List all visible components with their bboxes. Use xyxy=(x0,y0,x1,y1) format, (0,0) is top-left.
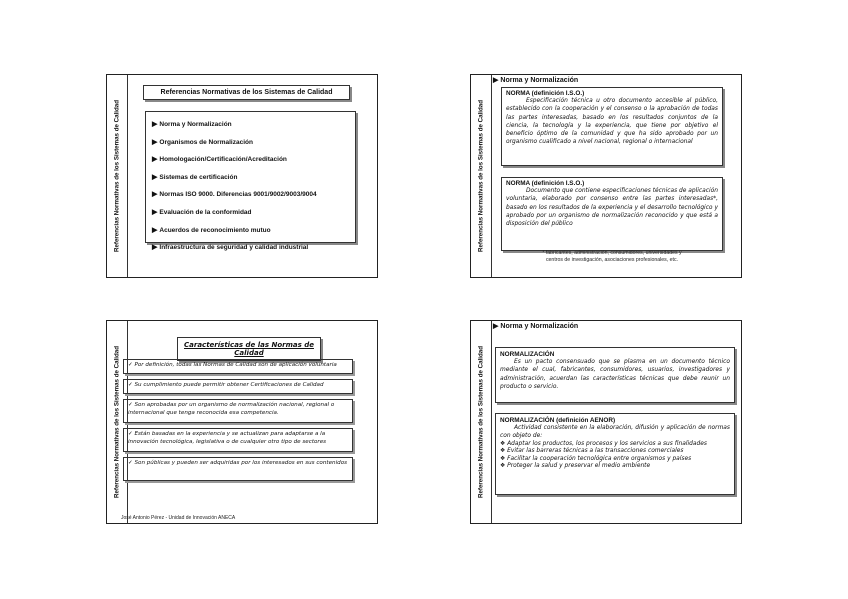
slide-1 xyxy=(106,74,378,278)
bullet-item: ❖ Facilitar la cooperación tecnológica entre organismos y países xyxy=(500,455,692,462)
slide-1-topic-list xyxy=(145,111,356,252)
box-text: Documento que contiene especificaciones técnicas de aplicación voluntaria, elaborado por consenso entre las partes interesadas*, basado en los resultados de la experiencia y el desarrollo tecnológico y aprobado por un organismo de normalización reconocido y que está a disposición del público xyxy=(506,188,718,228)
box-text: Especificación técnica u otro documento accesible al público, establecido con la cooperación y el consenso o la aprobación de todas las partes interesadas, basado en los resultados conjuntos de la ciencia, la tecnología y la experiencia, que tiene por objetivo el beneficio óptimo de la comunidad y que ha sido aprobado por un organismo cualificado a nivel nacional, regional o internacional xyxy=(506,98,718,146)
slide-1-sidebar xyxy=(107,75,128,277)
list-item: ▶ Homologación/Certificación/Acreditación xyxy=(152,156,287,164)
normalizacion-box xyxy=(495,347,735,403)
bullet-item: ❖ Adaptar los productos, los procesos y los servicios a sus finalidades xyxy=(500,440,707,447)
slide-4-sidebar xyxy=(471,321,492,523)
sidebar-title: Referencias Normativas de los Sistemas de Calidad xyxy=(113,99,121,253)
box-title: NORMALIZACIÓN xyxy=(500,351,555,358)
arrow-icon: ▶ xyxy=(152,156,158,164)
slide-3-footer: José Antonio Pérez - Unidad de Innovación ANECA xyxy=(121,515,236,521)
list-item: ▶ Evaluación de la conformidad xyxy=(152,208,252,216)
arrow-icon: ▶ xyxy=(152,226,158,234)
slide-2-sidebar xyxy=(471,75,492,277)
norma-iso-box-1 xyxy=(501,87,723,166)
slide-2-header: ▶ Norma y Normalización xyxy=(493,77,579,84)
feature-card: ✓ Están basadas en la experiencia y se actualizan para adaptarse a la innovación tecnológica, legislativa o de cualquier otro tipo de sectores xyxy=(123,428,353,452)
list-item: ▶ Acuerdos de reconocimiento mutuo xyxy=(152,226,271,234)
box-title: NORMA (definición I.S.O.) xyxy=(506,180,585,187)
bullet-item: ❖ Evitar las barreras técnicas a las transacciones comerciales xyxy=(500,448,684,455)
feature-card: ✓ Son públicas y pueden ser adquiridas por los interesados en sus contenidos xyxy=(123,457,353,481)
slide-4-header: ▶ Norma y Normalización xyxy=(493,323,579,330)
arrow-icon: ▶ xyxy=(152,208,158,216)
list-item: ▶ Norma y Normalización xyxy=(152,121,232,128)
slide-1-title: Referencias Normativas de los Sistemas de Calidad xyxy=(143,85,350,100)
arrow-icon: ▶ xyxy=(152,138,158,146)
slide-4 xyxy=(470,320,742,524)
normalizacion-aenor-box xyxy=(495,413,735,495)
bullet-item: ❖ Proteger la salud y preservar el medio ambiente xyxy=(500,463,651,470)
feature-card: ✓ Por definición, todas las Normas de Calidad son de aplicación voluntaria xyxy=(123,359,353,374)
sidebar-title: Referencias Normativas de los Sistemas de Calidad xyxy=(477,99,485,253)
arrow-icon: ▶ xyxy=(152,173,158,181)
list-item: ▶ Infraestructura de seguridad y calidad industrial xyxy=(152,244,309,252)
slide-2 xyxy=(470,74,742,278)
feature-card: ✓ Son aprobadas por un organismo de normalización nacional, regional o internacional que tenga reconocida esa competencia. xyxy=(123,399,353,423)
slide-3 xyxy=(106,320,378,524)
norma-iso-box-2 xyxy=(501,177,723,251)
box-title: NORMALIZACIÓN (definición AENOR) xyxy=(500,417,616,424)
arrow-icon: ▶ xyxy=(152,191,158,199)
sidebar-title: Referencias Normativas de los Sistemas de Calidad xyxy=(113,345,121,499)
feature-card: ✓ Su cumplimiento puede permitir obtener Certificaciones de Calidad xyxy=(123,379,353,394)
arrow-icon: ▶ xyxy=(152,244,158,252)
box-text: Es un pacto consensuado que se plasma en un documento técnico mediante el cual, fabricantes, consumidores, usuarios, investigadores y administración, acuerdan las características técnicas que debe reunir un producto o servicio. xyxy=(500,359,730,390)
arrow-icon: ▶ xyxy=(493,77,499,84)
footnote: * fabricantes, administración, consumidores, universidades y centros de investigación, asociaciones profesionales, etc. xyxy=(542,250,682,263)
arrow-icon: ▶ xyxy=(152,121,158,128)
box-text: Actividad consistente en la elaboración, difusión y aplicación de normas con objeto de: xyxy=(500,425,730,440)
list-item: ▶ Sistemas de certificación xyxy=(152,173,238,181)
box-title: NORMA (definición I.S.O.) xyxy=(506,90,585,97)
sidebar-title: Referencias Normativas de los Sistemas de Calidad xyxy=(477,345,485,499)
slide-3-title: Características de las Normas de Calidad xyxy=(177,337,321,361)
list-item: ▶ Organismos de Normalización xyxy=(152,138,253,146)
arrow-icon: ▶ xyxy=(493,323,499,330)
list-item: ▶ Normas ISO 9000. Diferencias 9001/9002/9003/9004 xyxy=(152,191,317,199)
